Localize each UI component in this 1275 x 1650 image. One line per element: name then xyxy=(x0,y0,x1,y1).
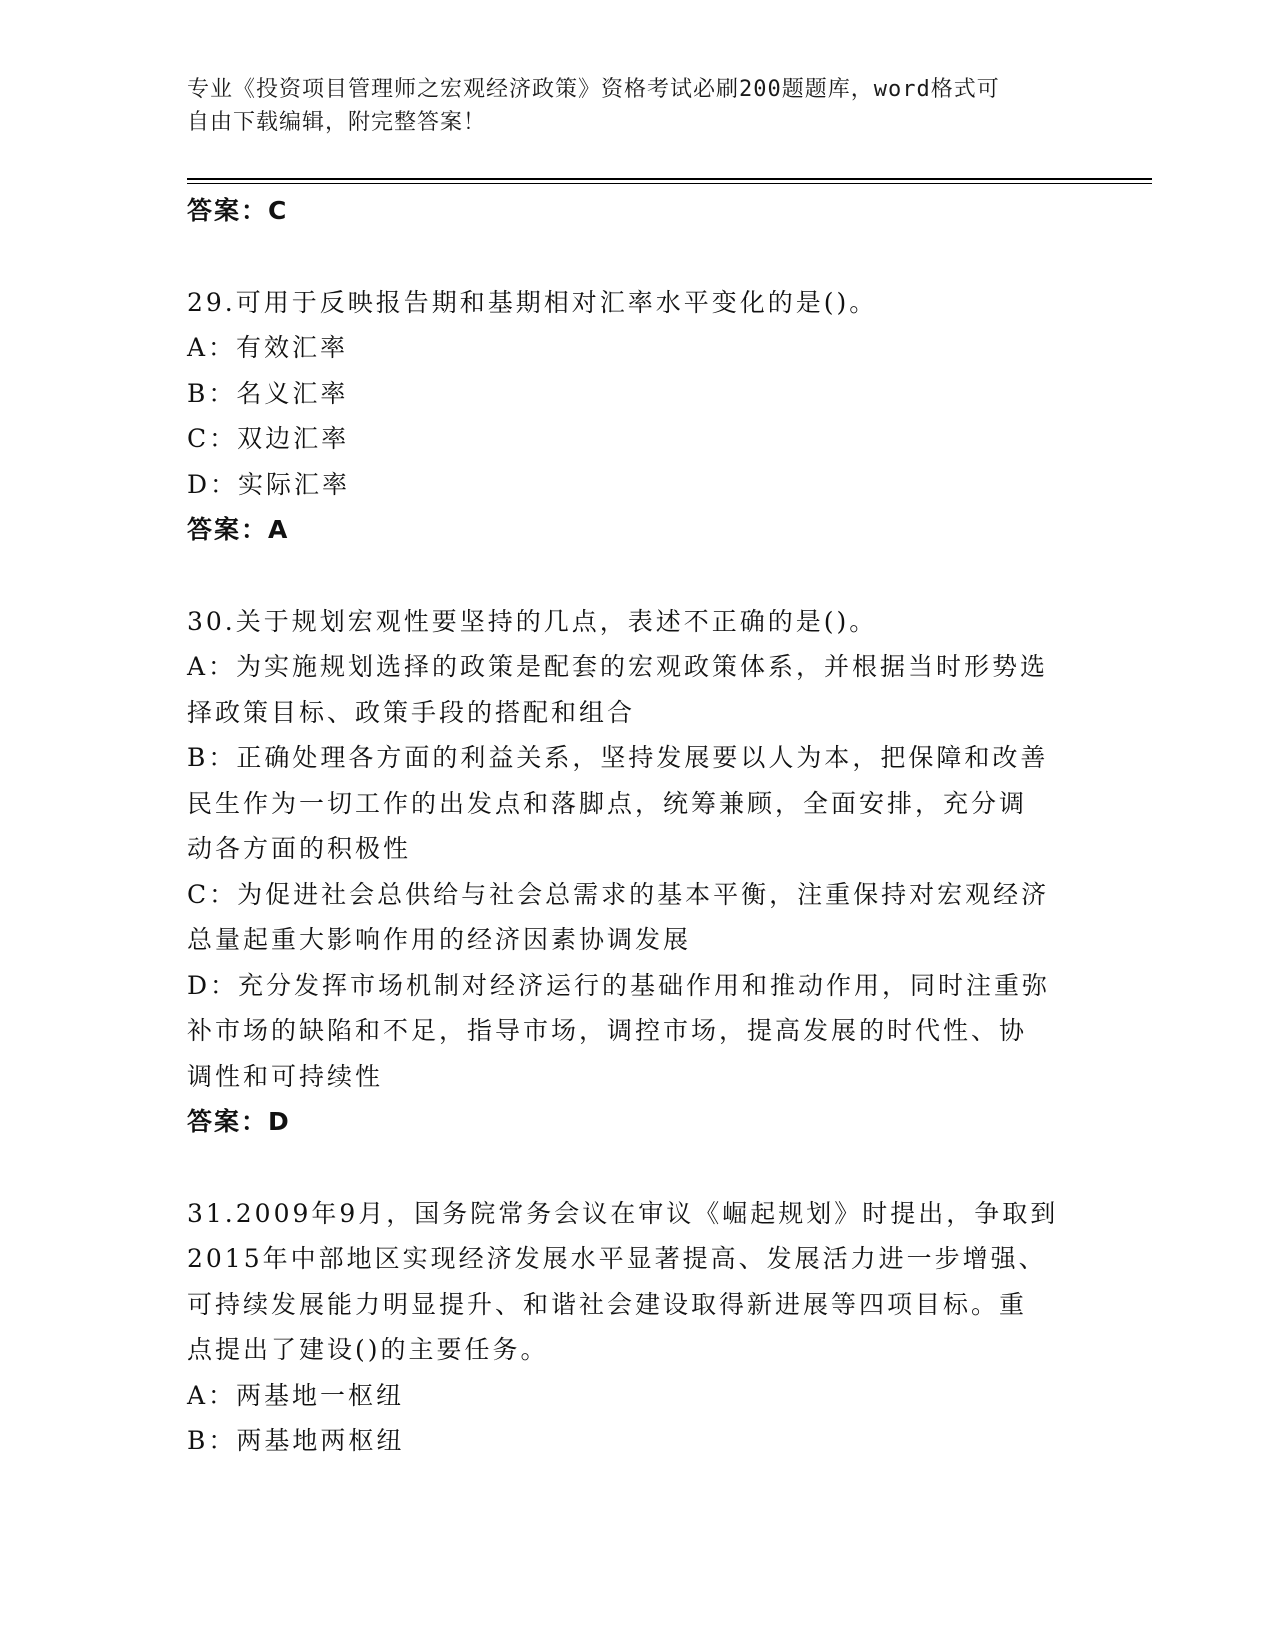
option-text-line: C：为促进社会总供给与社会总需求的基本平衡，注重保持对宏观经济 xyxy=(187,879,1050,909)
header-divider-thick xyxy=(187,178,1152,180)
option-text-line: B：名义汇率 xyxy=(187,378,349,408)
option-text-line: A：两基地一枢纽 xyxy=(187,1380,405,1410)
answer-option xyxy=(187,1373,1087,1419)
header-line-2: 自由下载编辑，附完整答案！ xyxy=(187,110,487,135)
question-text-line: 31.2009年9月，国务院常务会议在审议《崛起规划》时提出，争取到 xyxy=(187,1198,1059,1228)
question-text-line: 30.关于规划宏观性要坚持的几点，表述不正确的是()。 xyxy=(187,606,878,636)
option-text-line: 择政策目标、政策手段的搭配和组合 xyxy=(187,697,636,727)
question-text-line: 可持续发展能力明显提升、和谐社会建设取得新进展等四项目标。重 xyxy=(187,1289,1028,1319)
answer-option xyxy=(187,735,1087,872)
option-text-line: A：为实施规划选择的政策是配套的宏观政策体系，并根据当时形势选 xyxy=(187,652,1049,681)
answer-option xyxy=(187,872,1087,963)
question-text-line: 2015年中部地区实现经济发展水平显著提高、发展活力进一步增强、 xyxy=(187,1244,1047,1273)
answer-option xyxy=(187,963,1087,1100)
answer-key: 答案：A xyxy=(187,515,290,544)
page-header xyxy=(187,73,1067,139)
option-text-line: B：两基地两枢纽 xyxy=(187,1426,405,1455)
option-text-line: 动各方面的积极性 xyxy=(187,834,412,863)
question-block xyxy=(187,599,1087,1145)
option-text-line: 补市场的缺陷和不足，指导市场，调控市场，提高发展的时代性、协 xyxy=(187,1016,1028,1045)
question-text-line: 29.可用于反映报告期和基期相对汇率水平变化的是()。 xyxy=(187,287,878,317)
answer-option xyxy=(187,1418,1087,1464)
option-text-line: 民生作为一切工作的出发点和落脚点，统筹兼顾，全面安排，充分调 xyxy=(187,788,1028,818)
question-block xyxy=(187,280,1087,553)
header-line-1: 专业《投资项目管理师之宏观经济政策》资格考试必刷200题题库，word格式可 xyxy=(187,77,1000,102)
option-text-line: D：充分发挥市场机制对经济运行的基础作用和推动作用，同时注重弥 xyxy=(187,970,1051,1000)
question-list xyxy=(187,188,1087,1464)
option-text-line: 调性和可持续性 xyxy=(187,1061,384,1091)
question-block xyxy=(187,1191,1087,1464)
option-text-line: 总量起重大影响作用的经济因素协调发展 xyxy=(187,925,692,954)
option-text-line: A：有效汇率 xyxy=(187,333,349,362)
answer-option xyxy=(187,371,1087,417)
header-divider-thin xyxy=(187,183,1152,184)
questions-container xyxy=(187,280,1087,1464)
answer-option xyxy=(187,644,1087,735)
option-text-line: C：双边汇率 xyxy=(187,424,350,453)
question-text-line: 点提出了建设()的主要任务。 xyxy=(187,1335,549,1364)
answer-key: 答案：D xyxy=(187,1107,291,1136)
answer-option xyxy=(187,416,1087,462)
previous-answer: 答案：C xyxy=(187,196,289,225)
option-text-line: B：正确处理各方面的利益关系，坚持发展要以人为本，把保障和改善 xyxy=(187,743,1049,772)
option-text-line: D：实际汇率 xyxy=(187,469,351,499)
answer-option xyxy=(187,325,1087,371)
answer-option xyxy=(187,462,1087,508)
